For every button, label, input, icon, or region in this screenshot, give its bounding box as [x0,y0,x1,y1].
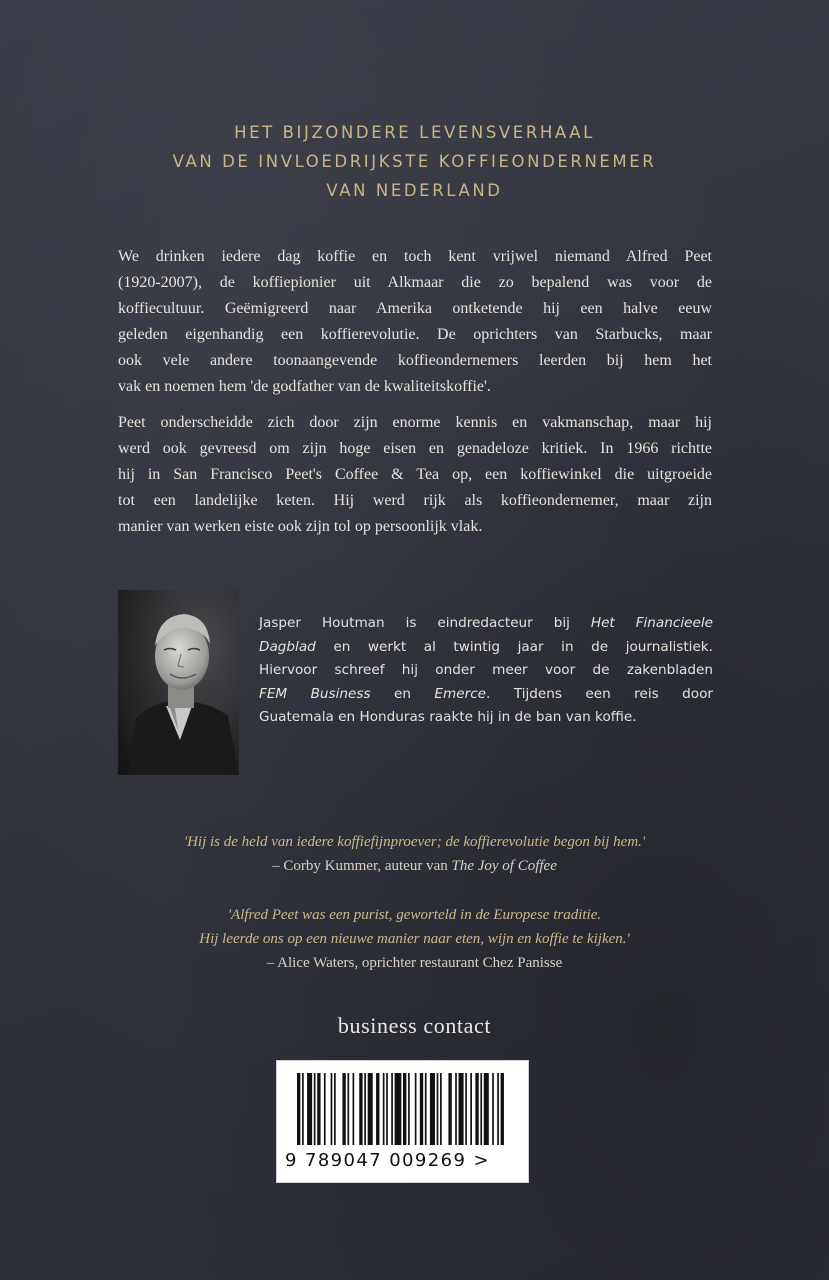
author-photo [118,590,239,775]
publisher-logo: business contact [337,1013,492,1038]
barcode-bar [501,1073,504,1145]
blurb-line: werd ook gevreesd om zijn hoge eisen en genadeloze kritiek. In 1966 richtte [118,440,712,457]
barcode-bar [492,1073,494,1145]
barcode-bar [440,1073,442,1145]
quote-attribution: – Alice Waters, oprichter restaurant Chez Panisse [266,955,563,971]
isbn-digits: 9 789047 009269 > [285,1150,490,1171]
barcode-bar [342,1073,345,1145]
barcode-bar [455,1073,457,1145]
bio-line-5: Guatemala en Honduras raakte hij in de ban van koffie. [259,709,637,726]
barcode-bar [314,1073,316,1145]
headline-line-2: VAN DE INVLOEDRIJKSTE KOFFIEONDERNEMER [172,152,657,171]
headline-line-1: HET BIJZONDERE LEVENSVERHAAL [234,123,595,142]
quote-text-line-1: 'Alfred Peet was een purist, geworteld in de Europese traditie. [227,907,602,923]
blurb-line: We drinken iedere dag koffie en toch kent vrijwel niemand Alfred Peet [118,248,712,265]
bio-line-3: Hiervoor schreef hij onder meer voor de zakenbladen [259,662,713,679]
barcode-bar [395,1073,402,1145]
barcode-bar [420,1073,423,1145]
bio-newspaper-title-cont: Dagblad [259,638,316,655]
blurb-line: ook vele andere toonaangevende koffieondernemers leerden bij hem het [118,352,712,369]
blurb-line: tot een landelijke keten. Hij werd rijk als koffieondernemer, maar zijn [118,492,712,509]
bio-magazine-fem: FEM Business [259,685,371,702]
barcode-bar [465,1073,467,1145]
bio-magazine-emerce: Emerce [434,685,487,702]
barcode-bars [297,1073,509,1145]
blurb-paragraph-2 [118,410,712,540]
barcode-bar [347,1073,349,1145]
bio-text: en [370,685,435,702]
blurb-line: vak en noemen hem 'de godfather van de kwaliteitskoffie'. [118,378,491,395]
barcode-bar [334,1073,336,1145]
bio-text: Jasper Houtman is eindredacteur bij [259,615,591,631]
author-bio [259,612,713,730]
barcode-bar [331,1073,333,1145]
blurb-line: Peet onderscheidde zich door zijn enorme kennis en vakmanschap, maar hij [118,414,712,431]
barcode-bar [302,1073,304,1145]
barcode-bar [415,1073,417,1145]
attribution-text: – Corby Kummer, auteur van [272,858,452,874]
headline-line-3: VAN NEDERLAND [326,181,503,200]
barcode-bar [437,1073,439,1145]
barcode-bar [497,1073,499,1145]
barcode-bar [383,1073,385,1145]
barcode-bar [368,1073,373,1145]
blurb-line: geleden eigenhandig een koffierevolutie. De oprichters van Starbucks, maar [118,326,712,343]
barcode-bar [480,1073,482,1145]
quote-text: 'Hij is de held van iedere koffiefijnproever; de koffierevolutie begon bij hem.' [183,834,646,850]
quote-text-line-2: Hij leerde ons op een nieuwe manier naar eten, wijn en koffie te kijken.' [199,931,630,947]
barcode-bar [430,1073,435,1145]
author-portrait-illustration [118,590,239,775]
review-quote-2 [0,903,829,975]
barcode-bar [324,1073,326,1145]
bio-text: . Tijdens een reis door [486,685,713,702]
bio-text: en werkt al twintig jaar in de journalistiek. [315,638,713,655]
barcode-bar [386,1073,388,1145]
barcode-bar [297,1073,300,1145]
barcode-bar [403,1073,406,1145]
barcode-bar [475,1073,478,1145]
barcode-bar [484,1073,489,1145]
bio-line-2 [259,636,713,660]
barcode-bar [470,1073,472,1145]
review-quote-1 [0,830,829,878]
barcode-bar [364,1073,366,1145]
quote-attribution [0,854,829,878]
barcode-bar [307,1073,312,1145]
barcode-bar [376,1073,379,1145]
barcode-bar [448,1073,451,1145]
blurb-line: koffiecultuur. Geëmigreerd naar Amerika ontketende hij een halve eeuw [118,300,712,317]
barcode-bar [391,1073,393,1145]
barcode-bar [359,1073,362,1145]
barcode-bar [408,1073,410,1145]
isbn-barcode [276,1060,529,1183]
blurb-line: hij in San Francisco Peet's Coffee & Tea op, een koffiewinkel die uitgroeide [118,466,712,483]
blurb-line: (1920-2007), de koffiepionier uit Alkmaar die zo bepalend was voor de [118,274,712,291]
bio-line-1 [259,612,713,636]
barcode-bar [459,1073,464,1145]
barcode-bar [353,1073,355,1145]
barcode-bar [425,1073,427,1145]
blurb-line: manier van werken eiste ook zijn tol op persoonlijk vlak. [118,518,483,535]
bio-line-4 [259,683,713,707]
bio-newspaper-title: Het Financieele [590,615,713,631]
blurb-paragraph-1 [118,244,712,400]
attribution-book-title: The Joy of Coffee [451,858,557,874]
barcode-bar [317,1073,320,1145]
headline [0,118,829,205]
